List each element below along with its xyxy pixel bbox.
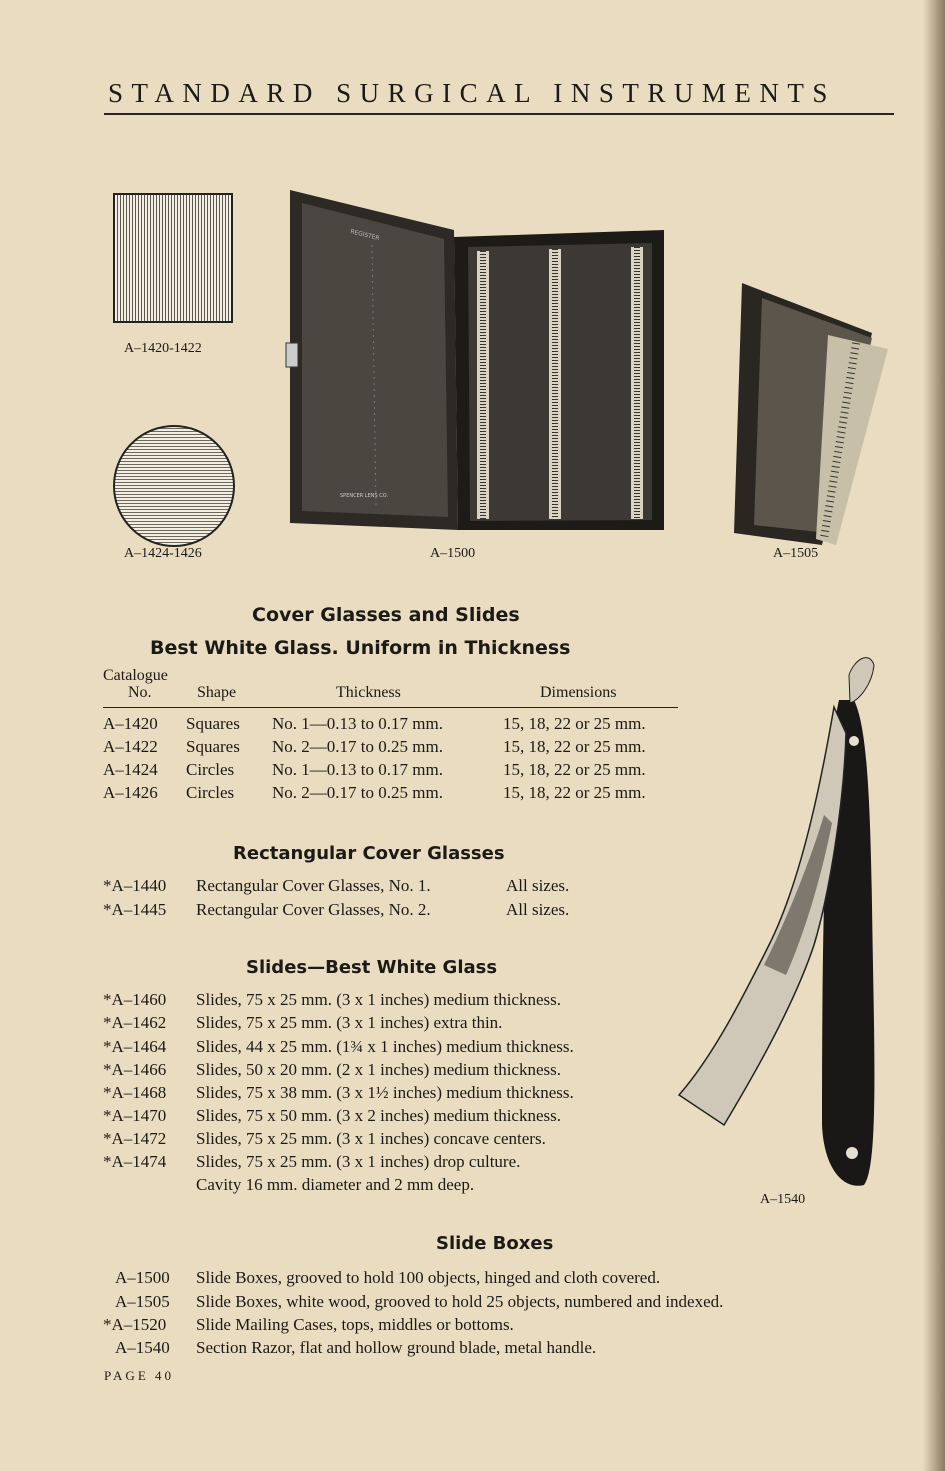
col-header-no: No. [128,684,152,701]
shape-cell: Circles [186,783,235,802]
item-description: Slides, 75 x 25 mm. (3 x 1 inches) drop culture. [196,1152,521,1171]
col-header-shape: Shape [197,684,237,701]
dimensions-cell: 15, 18, 22 or 25 mm. [503,737,646,756]
figure-label-circle: A–1424-1426 [124,546,202,561]
section-title-rectangular: Rectangular Cover Glasses [233,843,505,864]
catalogue-no: A–1505 [115,1292,170,1311]
section-subtitle-best-white-glass: Best White Glass. Uniform in Thickness [150,637,571,659]
thickness-cell: No. 2—0.17 to 0.25 mm. [272,783,443,802]
thickness-cell: No. 1—0.13 to 0.17 mm. [272,760,443,779]
shape-cell: Squares [186,714,240,733]
item-note: All sizes. [506,900,570,919]
catalogue-no: A–1422 [103,737,158,756]
catalogue-no: A–1540 [115,1338,170,1357]
thickness-cell: No. 1—0.13 to 0.17 mm. [272,714,443,733]
item-description: Rectangular Cover Glasses, No. 1. [196,876,431,895]
figure-label-box25: A–1505 [773,546,819,561]
item-description: Slides, 75 x 50 mm. (3 x 2 inches) medium thickness. [196,1106,561,1125]
item-description: Slides, 75 x 25 mm. (3 x 1 inches) medium thickness. [196,990,561,1009]
item-description: Cavity 16 mm. diameter and 2 mm deep. [196,1175,475,1194]
table-header-rule [103,707,678,708]
catalogue-no: A–1420 [103,714,158,733]
item-description: Slides, 44 x 25 mm. (1¾ x 1 inches) medium thickness. [196,1037,574,1056]
slide-box-25-illustration [732,283,890,548]
svg-text:REGISTER: REGISTER [349,228,381,243]
catalogue-no: *A–1466 [103,1060,167,1079]
header-rule [104,113,894,115]
catalogue-no: A–1500 [115,1268,170,1287]
dimensions-cell: 15, 18, 22 or 25 mm. [503,760,646,779]
catalogue-no: *A–1445 [103,900,167,919]
slide-box-100-illustration [272,185,672,537]
col-header-catalogue: Catalogue [103,667,168,684]
col-header-dimensions: Dimensions [540,684,617,701]
shape-cell: Circles [186,760,235,779]
catalogue-no: *A–1468 [103,1083,167,1102]
dimensions-cell: 15, 18, 22 or 25 mm. [503,714,646,733]
catalogue-no: *A–1460 [103,990,167,1009]
item-note: All sizes. [506,876,570,895]
catalogue-no: *A–1520 [103,1315,167,1334]
dimensions-cell: 15, 18, 22 or 25 mm. [503,783,646,802]
item-description: Slide Boxes, grooved to hold 100 objects, hinged and cloth covered. [196,1268,661,1287]
figure-label-razor: A–1540 [760,1192,806,1207]
item-description: Slides, 75 x 25 mm. (3 x 1 inches) concave centers. [196,1129,546,1148]
section-title-slides: Slides—Best White Glass [246,957,498,978]
catalogue-no: A–1426 [103,783,158,802]
item-description: Slides, 75 x 25 mm. (3 x 1 inches) extra thin. [196,1013,503,1032]
item-description: Section Razor, flat and hollow ground blade, metal handle. [196,1338,597,1357]
catalogue-no: *A–1440 [103,876,167,895]
item-description: Slides, 50 x 20 mm. (2 x 1 inches) medium thickness. [196,1060,561,1079]
item-description: Slide Boxes, white wood, grooved to hold 25 objects, numbered and indexed. [196,1292,724,1311]
item-description: Rectangular Cover Glasses, No. 2. [196,900,431,919]
circle-cover-glass-illustration [113,425,235,547]
svg-text:SPENCER LENS CO.: SPENCER LENS CO. [340,493,389,499]
section-title-cover-glasses: Cover Glasses and Slides [252,604,520,626]
square-cover-glass-illustration [113,193,233,323]
figure-label-square: A–1420-1422 [124,341,202,356]
figure-label-box100: A–1500 [430,546,476,561]
section-title-slide-boxes: Slide Boxes [436,1233,554,1254]
catalogue-no: *A–1472 [103,1129,167,1148]
page-edge-shadow [923,0,945,1471]
page-header: STANDARD SURGICAL INSTRUMENTS [108,78,836,108]
catalogue-no: *A–1470 [103,1106,167,1125]
col-header-thickness: Thickness [336,684,401,701]
catalogue-no: *A–1474 [103,1152,167,1171]
catalogue-no: A–1424 [103,760,158,779]
catalogue-no: *A–1462 [103,1013,167,1032]
section-razor-illustration [674,645,890,1190]
thickness-cell: No. 2—0.17 to 0.25 mm. [272,737,443,756]
item-description: Slide Mailing Cases, tops, middles or bottoms. [196,1315,514,1334]
item-description: Slides, 75 x 38 mm. (3 x 1½ inches) medium thickness. [196,1083,574,1102]
shape-cell: Squares [186,737,240,756]
page-number: PAGE 40 [104,1368,175,1383]
catalogue-no: *A–1464 [103,1037,167,1056]
